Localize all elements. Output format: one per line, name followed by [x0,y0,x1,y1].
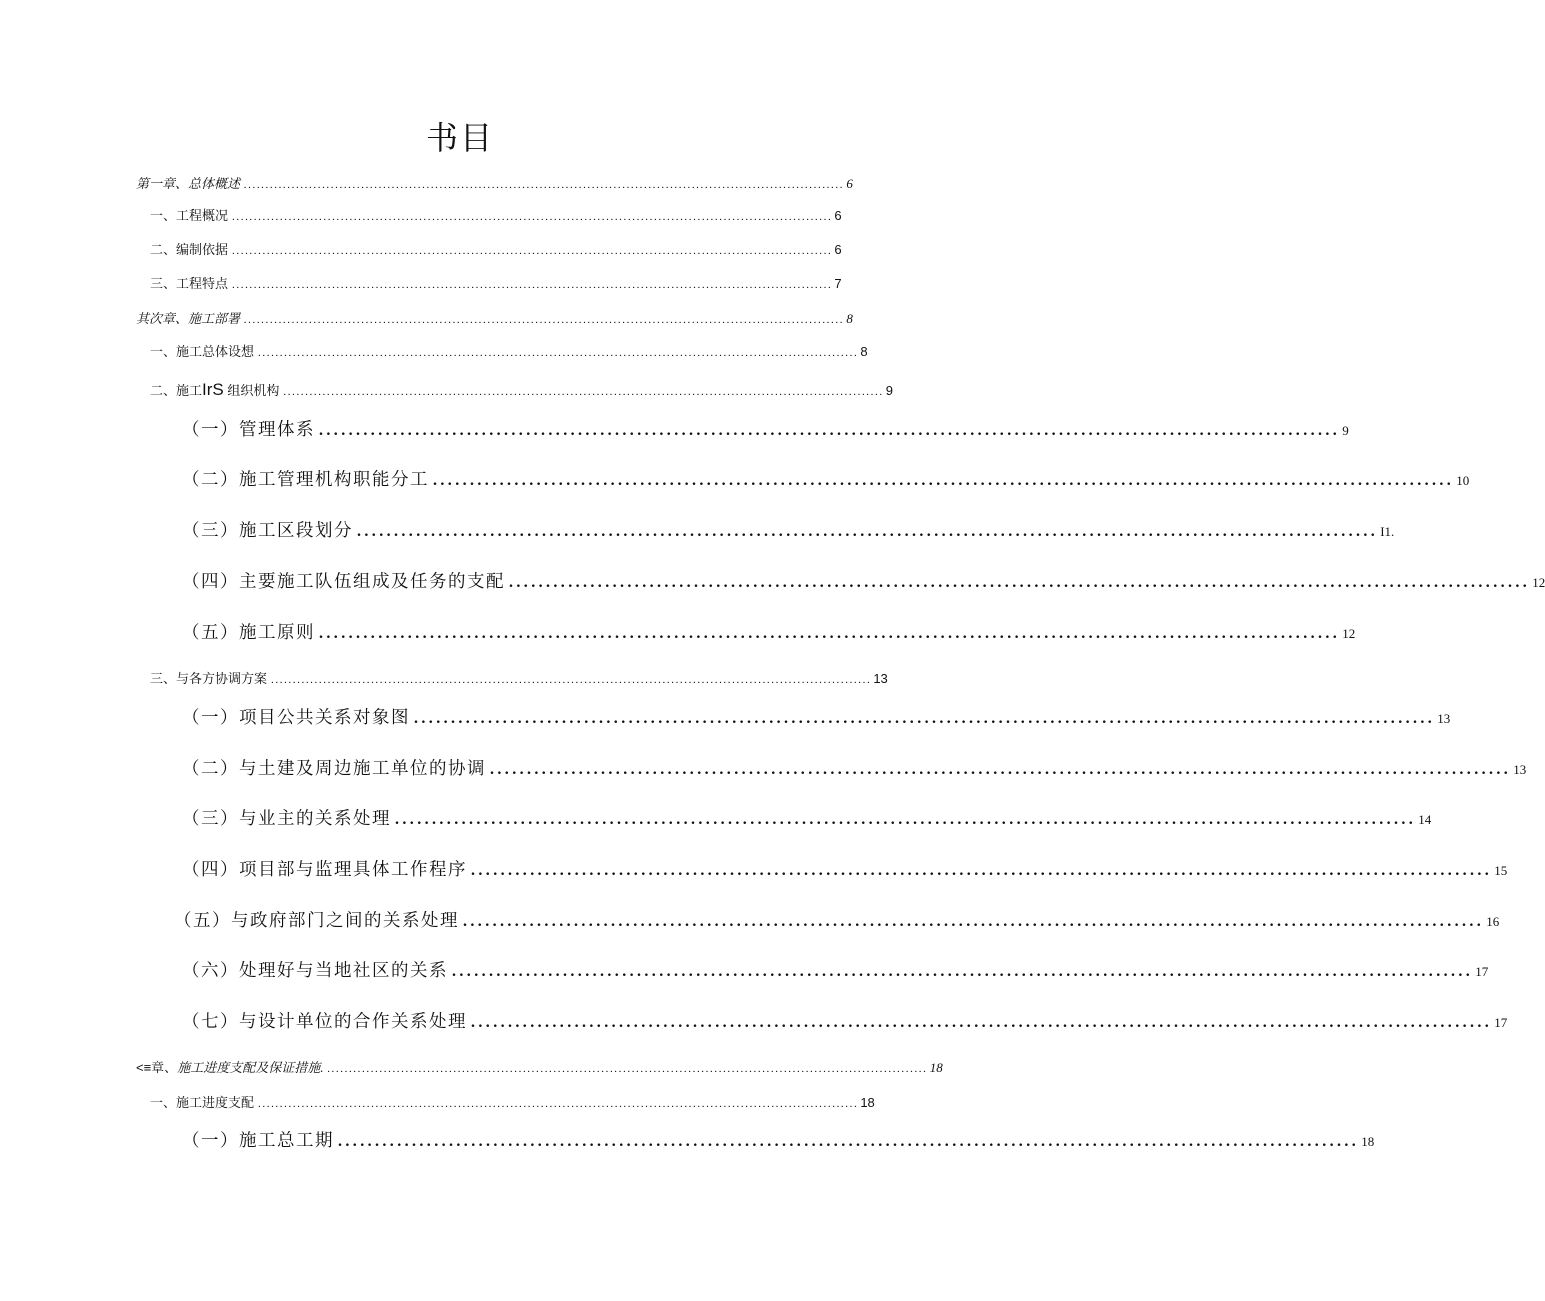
toc-entry-label: （四）主要施工队伍组成及任务的支配 [182,571,505,591]
toc-entry-subsection[interactable] [182,958,1489,984]
toc-leader-dots: .......................................................................................................................................... [283,386,884,398]
toc-entry-section[interactable] [150,380,893,401]
toc-entry-subsection[interactable] [182,705,1451,731]
toc-leader-dots: .......................................................................................................................................... [471,862,1493,879]
toc-entry-page: 6 [834,242,842,257]
toc-entry-subsection[interactable] [182,1009,1508,1035]
toc-leader-dots: .......................................................................................................................................... [490,761,1512,778]
toc-entry-label: （二）施工管理机构职能分工 [182,469,429,489]
toc-leader-dots: .......................................................................................................................................... [471,1014,1493,1031]
toc-entry-label [136,1059,327,1077]
toc-entry-label-part: <≡章、 [136,1060,178,1075]
toc-entry-subsection[interactable] [174,908,1500,934]
toc-entry-subsection[interactable] [182,756,1527,782]
toc-entry-label: （三）与业主的关系处理 [182,808,391,828]
toc-entry-label: 第一章、总体概述 [136,176,241,191]
toc-entry-page: 7 [834,276,842,291]
toc-leader-dots: .......................................................................................................................................... [244,179,845,191]
toc-entry-label: 二、编制依据 [150,242,229,257]
toc-leader-dots: .......................................................................................................................................... [232,211,833,223]
toc-entry-label: （七）与设计单位的合作关系处理 [182,1011,467,1031]
toc-entry-page: 9 [1342,423,1349,438]
toc-entry-label: 其次章、施工部署 [136,311,241,326]
toc-entry-page: 16 [1486,914,1500,929]
toc-entry-section[interactable] [150,241,842,260]
toc-entry-page: 9 [885,383,893,398]
toc-entry-subsection[interactable] [182,620,1356,646]
toc-entry-label-part: 组织机构 [227,383,280,398]
toc-entry-page: 12 [1532,575,1545,590]
toc-entry-section[interactable] [150,670,888,689]
toc-leader-dots: .......................................................................................................................................... [395,811,1417,828]
toc-entry-page: 13 [873,671,888,686]
toc-entry-page: 17 [1475,964,1489,979]
toc-entry-subsection[interactable] [182,857,1508,883]
toc-entry-page: 18 [860,1095,875,1110]
toc-entry-label: （四）项目部与监理具体工作程序 [182,859,467,879]
toc-leader-dots: .......................................................................................................................................... [232,245,833,257]
toc-leader-dots: .......................................................................................................................................... [244,314,845,326]
toc-entry-section[interactable] [150,275,842,294]
toc-entry-label: （二）与土建及周边施工单位的协调 [182,758,486,778]
toc-entry-page: 12 [1342,626,1356,641]
toc-entry-label: 三、工程特点 [150,276,229,291]
toc-entry-label: （一）项目公共关系对象图 [182,707,410,727]
toc-entry-label: （五）施工原则 [182,622,315,642]
toc-leader-dots: .......................................................................................................................................... [433,472,1455,489]
toc-entry-section[interactable] [150,343,868,362]
toc-entry-label: （五）与政府部门之间的关系处理 [174,910,459,930]
toc-leader-dots: .......................................................................................................................................... [327,1063,928,1075]
toc-entry-label: （六）处理好与当地社区的关系 [182,960,448,980]
toc-leader-dots: .......................................................................................................................................... [258,347,859,359]
toc-entry-chapter[interactable] [136,310,853,329]
toc-entry-label: （一）管理体系 [182,419,315,439]
toc-leader-dots: .......................................................................................................................................... [258,1098,859,1110]
toc-entry-subsection[interactable] [182,1128,1375,1154]
toc-entry-page: 18 [929,1060,943,1075]
toc-entry-page: 8 [846,311,853,326]
toc-entry-page: 17 [1494,1015,1508,1030]
toc-entry-label: 一、施工进度支配 [150,1095,255,1110]
toc-entry-label: 一、施工总体设想 [150,344,255,359]
toc-leader-dots: .......................................................................................................................................... [509,574,1531,591]
toc-entry-label: （三）施工区段划分 [182,520,353,540]
toc-leader-dots: .......................................................................................................................................... [414,710,1436,727]
toc-entry-label [150,381,283,400]
toc-entry-subsection[interactable] [182,806,1432,832]
toc-leader-dots: .......................................................................................................................................... [463,913,1485,930]
toc-entry-label: 一、工程概况 [150,208,229,223]
toc-entry-subsection[interactable] [182,467,1470,493]
toc-entry-subsection[interactable] [182,417,1349,443]
toc-leader-dots: .......................................................................................................................................... [357,523,1379,540]
toc-entry-subsection[interactable] [182,569,1545,595]
toc-entry-chapter[interactable] [136,175,853,194]
toc-entry-section[interactable] [150,207,842,226]
toc-entry-label-part: IrS [202,380,224,399]
toc-entry-page: 6 [846,176,853,191]
toc-entry-page: 10 [1456,473,1470,488]
toc-leader-dots: .......................................................................................................................................... [319,625,1341,642]
toc-entry-subsection[interactable] [182,518,1395,544]
toc-entry-chapter[interactable] [136,1059,943,1078]
toc-entry-page: 18 [1361,1134,1375,1149]
toc-entry-page: 13 [1513,762,1527,777]
toc-entry-page: 13 [1437,711,1451,726]
toc-entry-section[interactable] [150,1094,875,1113]
toc-entry-page: 15 [1494,863,1508,878]
toc-entry-page: 6 [834,208,842,223]
toc-entry-page: 8 [860,344,868,359]
toc-entry-page: I1. [1380,524,1395,539]
toc-leader-dots: .......................................................................................................................................... [271,674,872,686]
toc-entry-label: （一）施工总工期 [182,1130,334,1150]
toc-entry-label: 三、与各方协调方案 [150,671,268,686]
toc-entry-page: 14 [1418,812,1432,827]
toc-leader-dots: .......................................................................................................................................... [319,422,1341,439]
toc-entry-label-part: 二、施工 [150,383,203,398]
page-title: 书目 [425,119,494,157]
toc-entry-label-part: 施工进度支配及保证措施. [177,1060,324,1075]
toc-leader-dots: .......................................................................................................................................... [452,963,1474,980]
toc-leader-dots: .......................................................................................................................................... [338,1133,1360,1150]
toc-leader-dots: .......................................................................................................................................... [232,279,833,291]
